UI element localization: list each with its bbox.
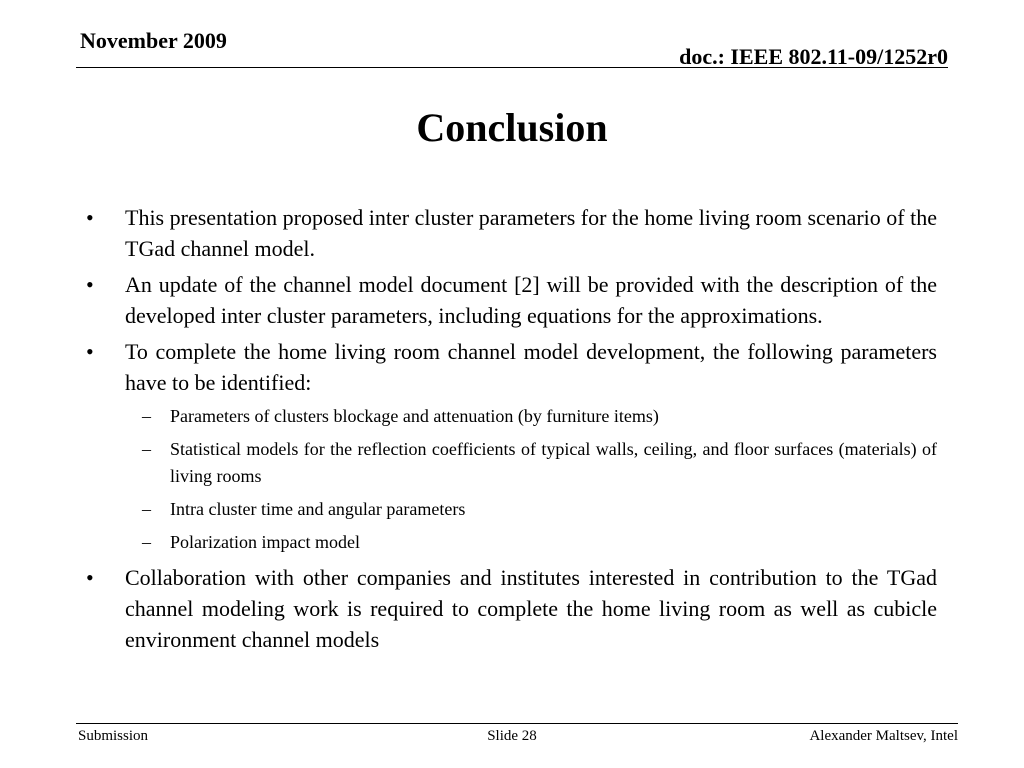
slide-body xyxy=(86,202,937,660)
dash-icon: – xyxy=(142,406,151,426)
footer-author: Alexander Maltsev, Intel xyxy=(809,728,958,744)
footer-submission: Submission xyxy=(78,728,149,744)
dash-icon: – xyxy=(142,439,151,459)
header-date: November 2009 xyxy=(80,28,227,53)
dash-icon: – xyxy=(142,499,151,519)
bullet-text: An update of the channel model document [2] will be provided with the description of the developed inter cluster parameters, including equations for the approximations. xyxy=(125,272,937,328)
bullet-icon: • xyxy=(86,272,94,297)
sub-bullet-item xyxy=(86,436,937,490)
bullet-icon: • xyxy=(86,339,94,364)
sub-bullet-item xyxy=(86,529,937,556)
bullet-item xyxy=(86,562,937,655)
sub-bullet-item xyxy=(86,403,937,430)
bullet-text: This presentation proposed inter cluster parameters for the home living room scenario of the TGad channel model. xyxy=(125,205,937,261)
bullet-text: Collaboration with other companies and institutes interested in contribution to the TGad channel modeling work is required to complete the home living room as well as cubicle environment channel models xyxy=(125,565,937,652)
header-divider xyxy=(76,67,948,68)
slide-number: Slide 28 xyxy=(487,728,537,744)
dash-icon: – xyxy=(142,532,151,552)
sub-bullet-text: Parameters of clusters blockage and attenuation (by furniture items) xyxy=(170,406,659,426)
sub-bullet-text: Intra cluster time and angular parameters xyxy=(170,499,466,519)
bullet-icon: • xyxy=(86,565,94,590)
footer-divider xyxy=(76,723,958,724)
sub-bullet-item xyxy=(86,496,937,523)
slide-title: Conclusion xyxy=(416,105,608,150)
bullet-item xyxy=(86,336,937,398)
bullet-icon: • xyxy=(86,205,94,230)
sub-bullet-text: Statistical models for the reflection coefficients of typical walls, ceiling, and floor surfaces (materials) of living rooms xyxy=(170,439,937,486)
sub-bullet-text: Polarization impact model xyxy=(170,532,360,552)
bullet-text: To complete the home living room channel model development, the following parameters have to be identified: xyxy=(125,339,937,395)
document-id: doc.: IEEE 802.11-09/1252r0 xyxy=(679,44,948,69)
bullet-item xyxy=(86,269,937,331)
bullet-item xyxy=(86,202,937,264)
